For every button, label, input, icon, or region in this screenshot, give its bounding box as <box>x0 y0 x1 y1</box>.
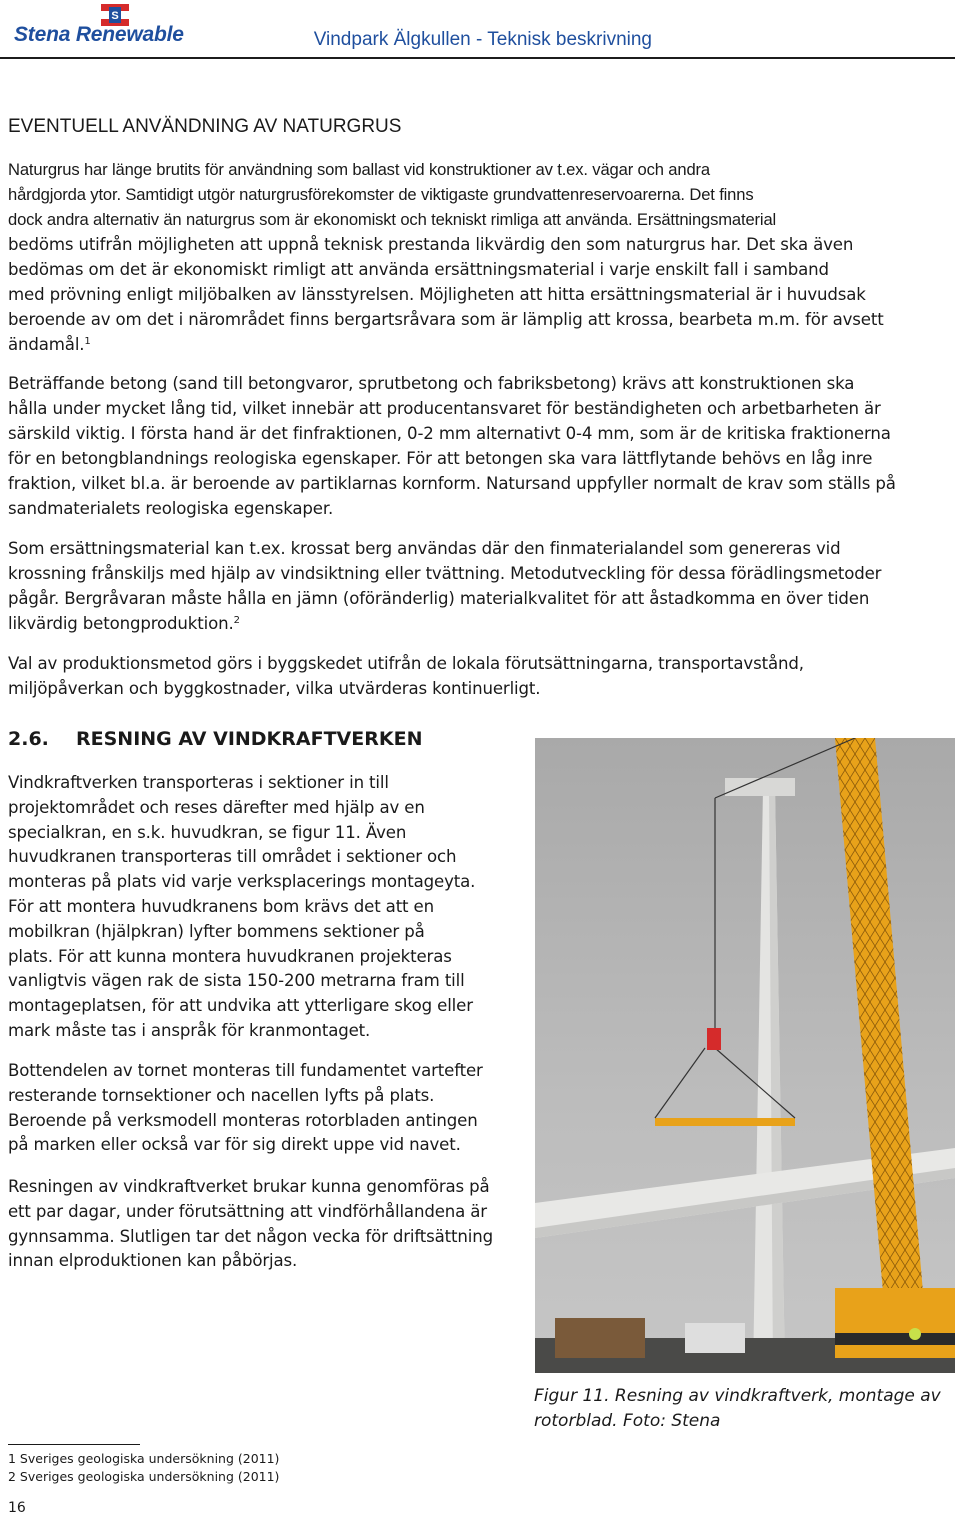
paragraph-resning-3 <box>8 1175 528 1274</box>
section-heading-naturgrus: EVENTUELL ANVÄNDNING AV NATURGRUS <box>8 116 402 137</box>
text-line: För att montera huvudkranens bom krävs det att en <box>8 896 434 916</box>
text-line: på marken eller också var för sig direkt uppe vid navet. <box>8 1135 461 1155</box>
paragraph-resning-1 <box>8 771 528 1044</box>
text-line: projektområdet och reses därefter med hjälp av en <box>8 797 425 817</box>
text-line: dock andra alternativ än naturgrus som är ekonomiskt och tekniskt rimliga att använda. Ersättningsmaterial <box>8 210 777 229</box>
text-line: Beroende på verksmodell monteras rotorbladen antingen <box>8 1110 478 1130</box>
text-line: hårdgjorda ytor. Samtidigt utgör naturgrusförekomster de viktigaste grundvattenreservoarerna. Det finns <box>8 185 754 204</box>
paragraph-naturgrus-3 <box>8 536 948 636</box>
svg-text:S: S <box>111 10 119 22</box>
text-line: mark måste tas i anspråk för kranmontaget. <box>8 1020 371 1040</box>
text-line: bedöms utifrån möjligheten att uppnå teknisk prestanda likvärdig den som naturgrus har. Det ska även <box>8 235 854 254</box>
text-line: specialkran, en s.k. huvudkran, se figur 11. Även <box>8 822 407 842</box>
text-line: Naturgrus har länge brutits för användning som ballast vid konstruktioner av t.ex. vägar och andra <box>8 160 710 179</box>
footnote-1: 1 Sveriges geologiska undersökning (2011) <box>8 1451 280 1466</box>
text-line: huvudkranen transporteras till området i sektioner och <box>8 847 457 867</box>
text-line: ändamål. <box>8 335 85 354</box>
figure-caption <box>534 1384 954 1434</box>
stena-logo <box>14 4 224 48</box>
text-line: resterande tornsektioner och nacellen lyfts på plats. <box>8 1085 435 1105</box>
footnote-ref[interactable]: 2 <box>233 615 240 626</box>
footnote-divider <box>8 1444 140 1445</box>
text-line: med prövning enligt miljöbalken av länsstyrelsen. Möjligheten att hitta ersättningsmaterial är i huvudsak <box>8 285 866 304</box>
text-line: Vindkraftverken transporteras i sektioner in till <box>8 773 389 792</box>
text-line: särskild viktig. I första hand är det finfraktionen, 0-2 mm alternativt 0-4 mm, som är de kritiska fraktionerna <box>8 424 891 443</box>
caption-line: rotorblad. Foto: Stena <box>534 1411 721 1431</box>
text-line: Som ersättningsmaterial kan t.ex. krossat berg användas där den finmaterialandel som genereras vid <box>8 539 841 558</box>
crane-illustration <box>535 738 955 1373</box>
header-divider <box>0 57 955 59</box>
text-line: vanligtvis vägen rak de sista 150-200 metrarna fram till <box>8 971 465 991</box>
text-line: Bottendelen av tornet monteras till fundamentet vartefter <box>8 1061 483 1080</box>
text-line: bedömas om det är ekonomiskt rimligt att använda ersättningsmaterial i varje enskilt fall i samband <box>8 260 829 279</box>
paragraph-naturgrus-2 <box>8 371 948 521</box>
text-line: Resningen av vindkraftverket brukar kunna genomföras på <box>8 1177 490 1196</box>
text-line: gynnsamma. Slutligen tar det någon vecka för driftsättning <box>8 1226 493 1246</box>
text-line: fraktion, vilket bl.a. är beroende av partiklarnas kornform. Natursand uppfyller normalt de krav som ställs på <box>8 474 896 493</box>
page-number: 16 <box>8 1500 26 1516</box>
text-line: sandmaterialets reologiska egenskaper. <box>8 499 334 518</box>
paragraph-naturgrus-1 <box>8 157 948 357</box>
logo-text: Stena Renewable <box>14 23 184 46</box>
text-line: monteras på plats vid varje verksplacerings montageyta. <box>8 872 476 892</box>
paragraph-naturgrus-4 <box>8 651 948 701</box>
footnote-ref[interactable]: 1 <box>84 336 91 347</box>
text-line: beroende av om det i närområdet finns bergartsråvara som är lämplig att krossa, bearbeta m.m. för avsett <box>8 310 884 329</box>
text-line: plats. För att kunna montera huvudkranen projekteras <box>8 946 452 966</box>
text-line: hålla under mycket lång tid, vilket innebär att producentansvaret för beständigheten och arbetbarheten är <box>8 399 881 418</box>
caption-line: Figur 11. Resning av vindkraftverk, montage av <box>534 1386 941 1406</box>
text-line: krossning frånskiljs med hjälp av vindsiktning eller tvättning. Metodutveckling för dessa förädlingsmetoder <box>8 564 882 583</box>
text-line: montageplatsen, för att undvika att ytterligare skog eller <box>8 996 473 1016</box>
text-line: Val av produktionsmetod görs i byggskedet utifrån de lokala förutsättningarna, transportavstånd, <box>8 654 804 673</box>
text-line: likvärdig betongproduktion. <box>8 614 234 633</box>
text-line: Beträffande betong (sand till betongvaror, sprutbetong och fabriksbetong) krävs att konstruktionen ska <box>8 374 855 393</box>
text-line: för en betongblandnings reologiska egenskaper. För att betongen ska vara lättflytande behövs en låg inre <box>8 449 873 468</box>
section-heading-resning <box>8 728 422 750</box>
text-line: ett par dagar, under förutsättning att vindförhållandena är <box>8 1201 487 1221</box>
text-line: mobilkran (hjälpkran) lyfter bommens sektioner på <box>8 921 425 941</box>
section-title: RESNING AV VINDKRAFTVERKEN <box>76 728 423 750</box>
text-line: miljöpåverkan och byggkostnader, vilka utvärderas kontinuerligt. <box>8 679 541 698</box>
document-title: Vindpark Älgkullen - Teknisk beskrivning <box>313 29 652 50</box>
figure-photo-crane <box>535 738 955 1373</box>
paragraph-resning-2 <box>8 1059 528 1158</box>
footnote-2: 2 Sveriges geologiska undersökning (2011) <box>8 1469 280 1484</box>
text-line: innan elproduktionen kan påbörjas. <box>8 1251 298 1271</box>
text-line: pågår. Bergråvaran måste hålla en jämn (oföränderlig) materialkvalitet för att åstadkomma en över tiden <box>8 589 870 608</box>
section-number: 2.6. <box>8 728 49 750</box>
